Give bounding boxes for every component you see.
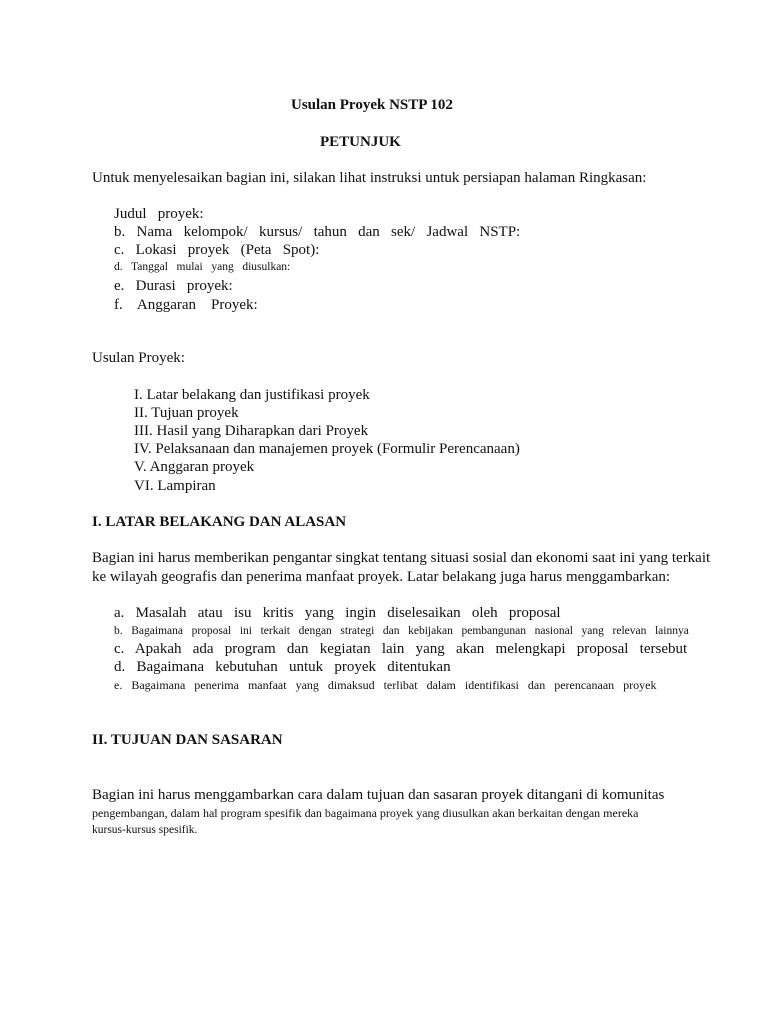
- proposal-item: I. Latar belakang dan justifikasi proyek: [134, 387, 370, 403]
- criteria-item: a. Masalah atau isu kritis yang ingin diselesaikan oleh proposal: [114, 605, 561, 621]
- document-subtitle: PETUNJUK: [320, 134, 401, 150]
- section-paragraph-line: kursus-kursus spesifik.: [92, 824, 198, 836]
- proposal-item: II. Tujuan proyek: [134, 405, 239, 421]
- document-title: Usulan Proyek NSTP 102: [291, 97, 453, 113]
- intro-text: Untuk menyelesaikan bagian ini, silakan lihat instruksi untuk persiapan halaman Ringkasan:: [92, 170, 647, 186]
- section-heading: I. LATAR BELAKANG DAN ALASAN: [92, 514, 347, 530]
- proposal-item: VI. Lampiran: [134, 478, 216, 494]
- proposal-item: IV. Pelaksanaan dan manajemen proyek (Formulir Perencanaan): [134, 441, 520, 457]
- proposal-label: Usulan Proyek:: [92, 350, 185, 366]
- criteria-item: e. Bagaimana penerima manfaat yang dimaksud terlibat dalam identifikasi dan perencanaan proyek: [114, 678, 657, 692]
- proposal-item: III. Hasil yang Diharapkan dari Proyek: [134, 423, 369, 439]
- criteria-item: c. Apakah ada program dan kegiatan lain yang akan melengkapi proposal tersebut: [114, 641, 688, 657]
- summary-item: d. Tanggal mulai yang diusulkan:: [114, 261, 291, 273]
- section-heading: II. TUJUAN DAN SASARAN: [92, 732, 283, 748]
- section-paragraph-line: Bagian ini harus menggambarkan cara dalam tujuan dan sasaran proyek ditangani di komunitas: [92, 787, 665, 803]
- section-paragraph-line: ke wilayah geografis dan penerima manfaat proyek. Latar belakang juga harus menggambarkan:: [92, 569, 671, 585]
- section-paragraph-line: pengembangan, dalam hal program spesifik dan bagaimana proyek yang diusulkan akan berkaitan dengan mereka: [92, 806, 639, 820]
- proposal-item: V. Anggaran proyek: [134, 459, 255, 475]
- summary-item: f. Anggaran Proyek:: [114, 297, 258, 313]
- section-paragraph-line: Bagian ini harus memberikan pengantar singkat tentang situasi sosial dan ekonomi saat ini yang terkait: [92, 550, 711, 566]
- summary-item: c. Lokasi proyek (Peta Spot):: [114, 242, 320, 258]
- summary-item: e. Durasi proyek:: [114, 278, 233, 294]
- summary-item: Judul proyek:: [114, 206, 204, 222]
- summary-item: b. Nama kelompok/ kursus/ tahun dan sek/ Jadwal NSTP:: [114, 224, 521, 240]
- criteria-item: b. Bagaimana proposal ini terkait dengan strategi dan kebijakan pembangunan nasional yang relevan lainnya: [114, 625, 689, 637]
- criteria-item: d. Bagaimana kebutuhan untuk proyek ditentukan: [114, 659, 451, 675]
